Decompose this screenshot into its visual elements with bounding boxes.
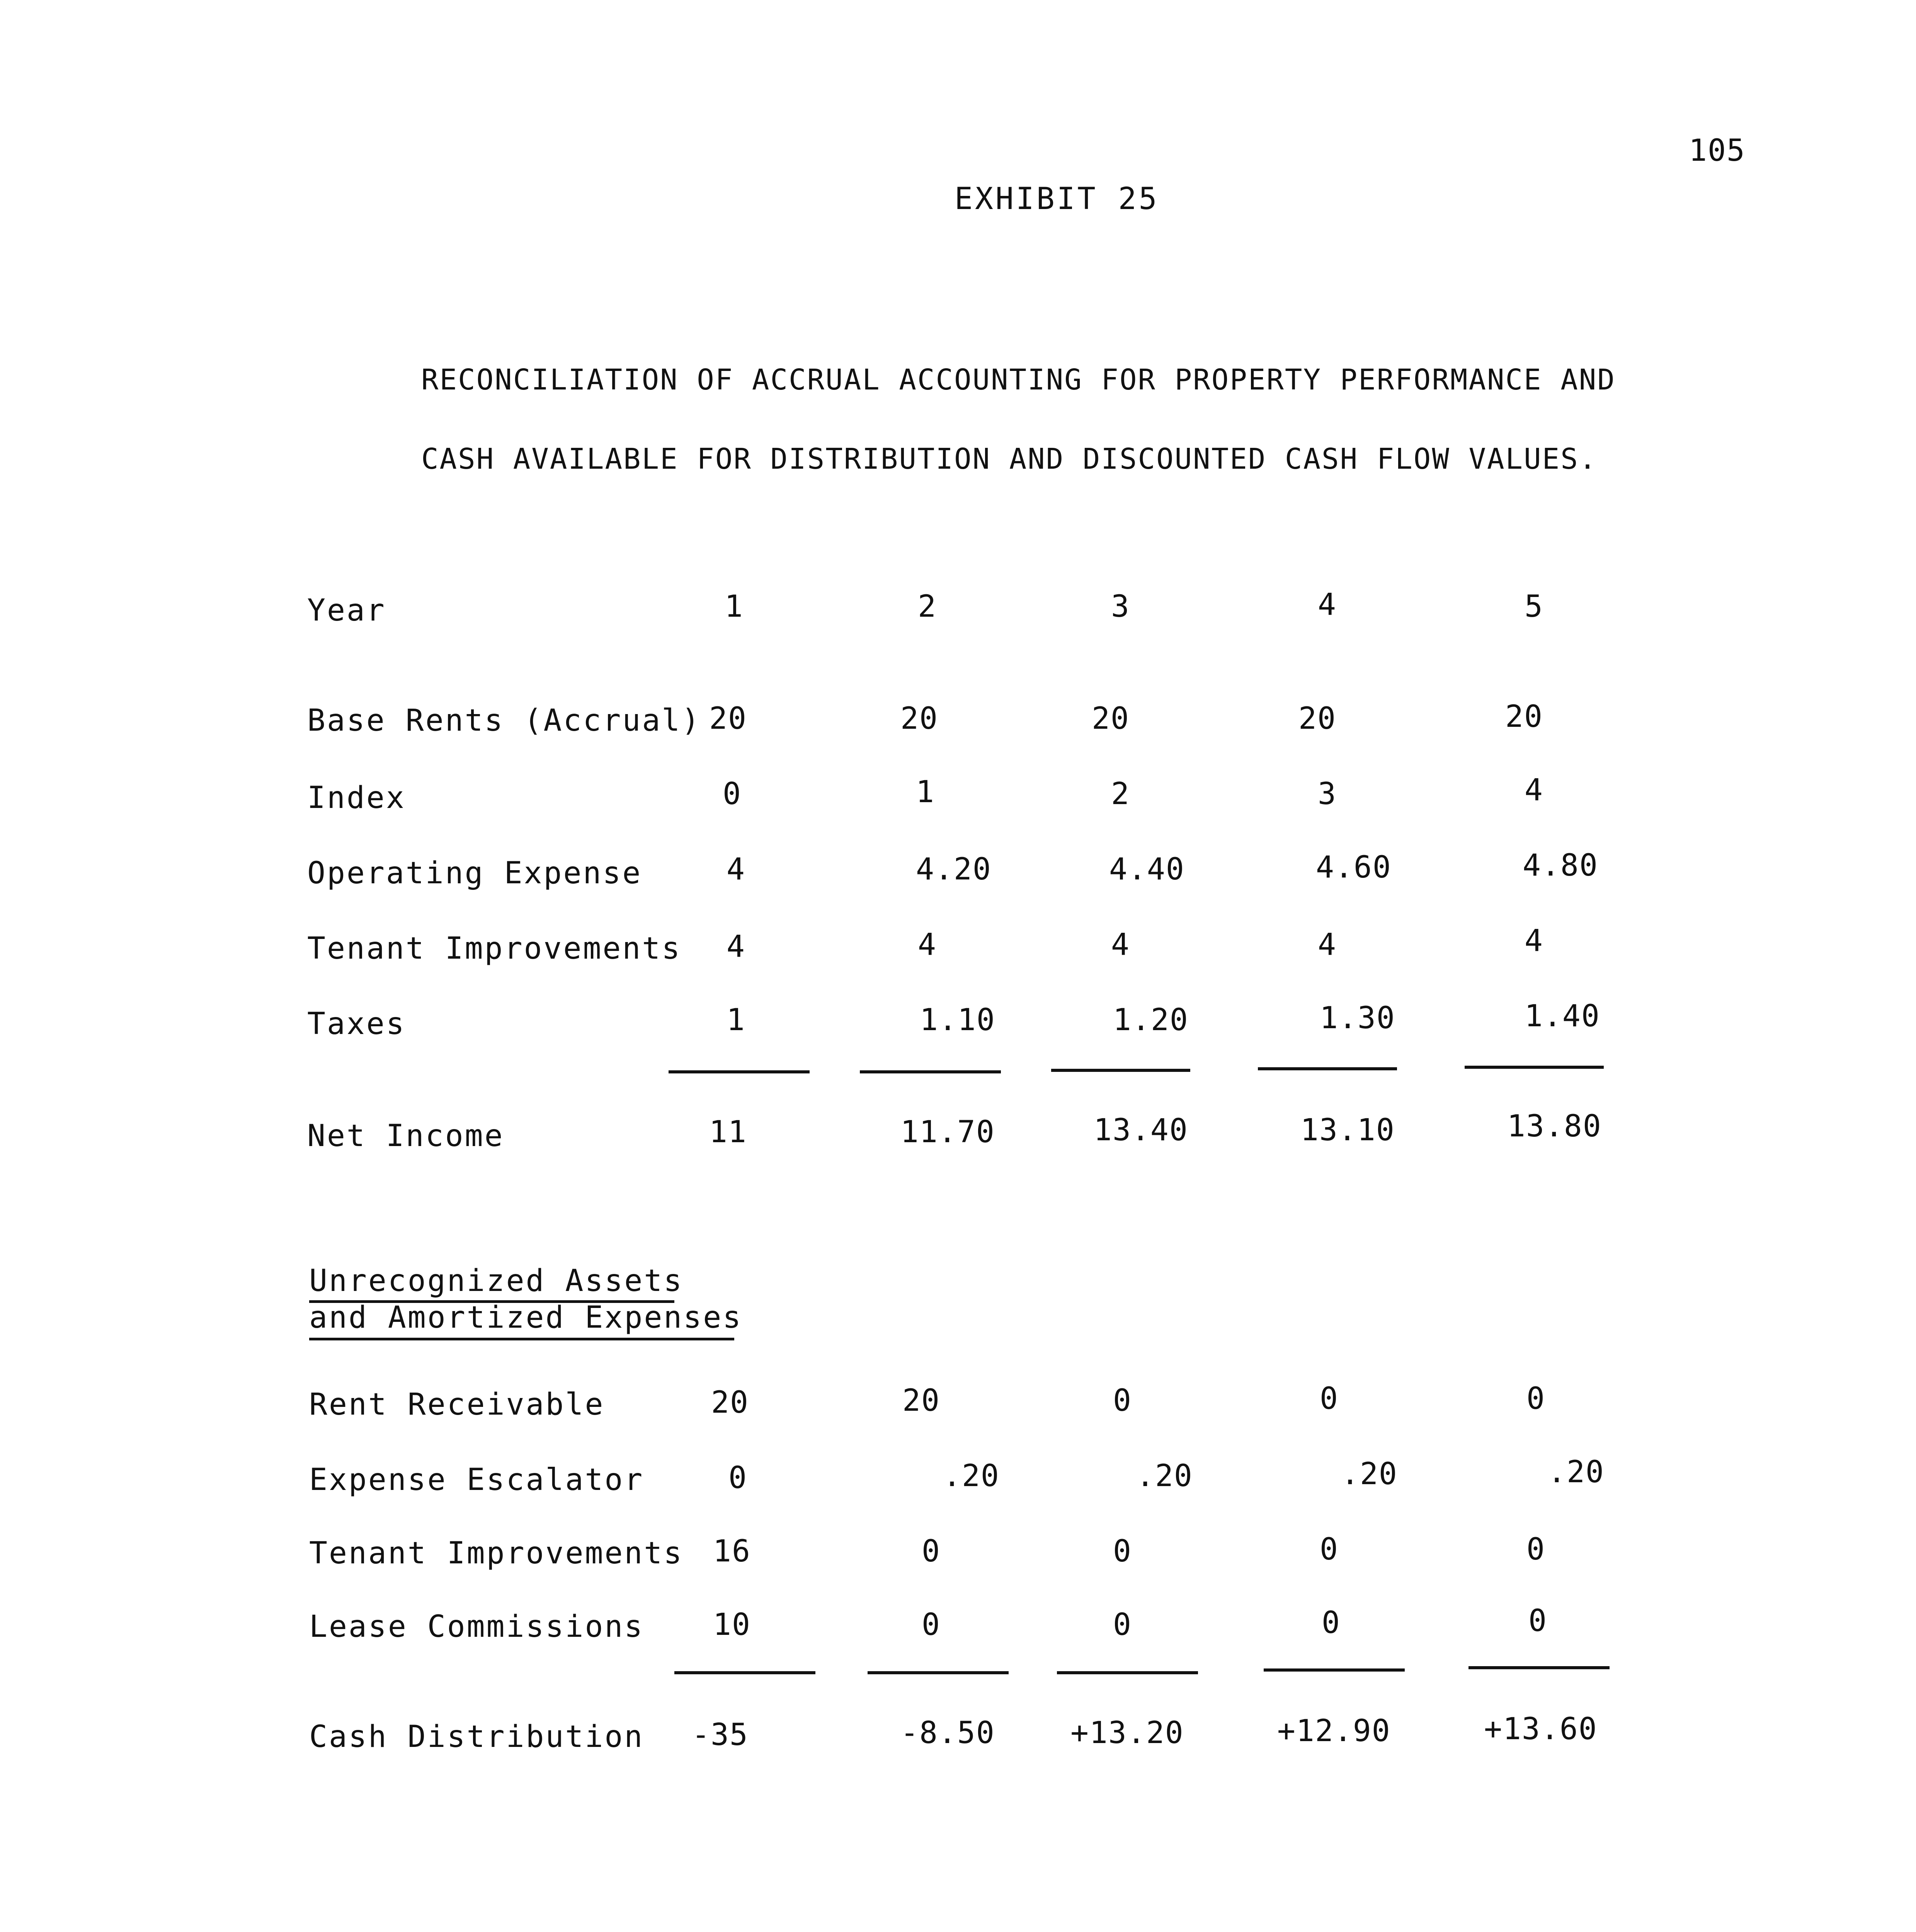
index-cell-2: 1 <box>916 775 935 810</box>
year-cell-1: 1 <box>725 589 744 624</box>
taxes-cell-2: 1.10 <box>920 1003 995 1037</box>
lease-commissions-cell-2: 0 <box>922 1607 941 1642</box>
cash-distribution-cell-4: +12.90 <box>1277 1714 1391 1748</box>
year-cell-5: 5 <box>1525 589 1543 624</box>
operating-expense-label: Operating Expense <box>307 856 642 891</box>
table-heading-line-2: CASH AVAILABLE FOR DISTRIBUTION AND DISCOUNTED CASH FLOW VALUES. <box>421 442 1598 476</box>
net-income-rule-5 <box>1465 1066 1604 1069</box>
operating-expense-cell-4: 4.60 <box>1316 850 1392 885</box>
operating-expense-cell-1: 4 <box>727 852 745 887</box>
net-income-rule-2 <box>860 1070 1001 1073</box>
exhibit-title: EXHIBIT 25 <box>955 182 1159 216</box>
year-cell-4: 4 <box>1318 587 1337 622</box>
cash-distribution-cell-1: -35 <box>692 1718 749 1752</box>
year-label: Year <box>307 593 386 628</box>
tenant-improvements-accrual-label: Tenant Improvements <box>307 931 682 966</box>
tenant-improvements-cash-cell-5: 0 <box>1526 1532 1545 1567</box>
operating-expense-cell-5: 4.80 <box>1523 848 1598 883</box>
net-income-rule-4 <box>1258 1067 1397 1070</box>
net-income-label: Net Income <box>307 1119 504 1153</box>
tenant-improvements-cash-label: Tenant Improvements <box>309 1536 684 1571</box>
base-rents-cell-3: 20 <box>1092 701 1130 736</box>
taxes-cell-3: 1.20 <box>1113 1003 1189 1037</box>
tenant-improvements-cash-cell-2: 0 <box>922 1534 941 1569</box>
lease-commissions-cell-1: 10 <box>713 1607 751 1642</box>
base-rents-cell-5: 20 <box>1505 699 1543 734</box>
expense-escalator-label: Expense Escalator <box>309 1463 644 1497</box>
cash-distribution-rule-1 <box>674 1671 815 1674</box>
net-income-cell-3: 13.40 <box>1094 1113 1188 1148</box>
net-income-rule-3 <box>1051 1069 1190 1072</box>
rent-receivable-cell-5: 0 <box>1526 1381 1545 1416</box>
expense-escalator-cell-4: .20 <box>1341 1457 1398 1492</box>
cash-distribution-cell-3: +13.20 <box>1070 1716 1184 1750</box>
page-number: 105 <box>1689 133 1746 168</box>
index-cell-3: 2 <box>1111 777 1130 811</box>
cash-distribution-cell-2: -8.50 <box>900 1716 995 1750</box>
net-income-cell-4: 13.10 <box>1300 1113 1395 1148</box>
base-rents-cell-2: 20 <box>900 701 938 736</box>
rent-receivable-cell-2: 20 <box>902 1383 940 1418</box>
taxes-cell-5: 1.40 <box>1525 999 1600 1034</box>
expense-escalator-cell-1: 0 <box>728 1461 747 1495</box>
tenant-improvements-cash-cell-1: 16 <box>713 1534 751 1569</box>
tenant-improvements-cash-cell-3: 0 <box>1113 1534 1132 1569</box>
index-label: Index <box>307 781 406 815</box>
lease-commissions-label: Lease Commissions <box>309 1609 644 1644</box>
net-income-cell-2: 11.70 <box>900 1115 995 1150</box>
table-heading-line-1: RECONCILIATION OF ACCRUAL ACCOUNTING FOR PROPERTY PERFORMANCE AND <box>421 363 1616 396</box>
base-rents-cell-1: 20 <box>709 701 747 736</box>
rent-receivable-cell-1: 20 <box>711 1385 749 1420</box>
amortized-expenses-heading: and Amortized Expenses <box>309 1300 743 1335</box>
tenant-improvements-accrual-cell-5: 4 <box>1525 923 1543 958</box>
net-income-rule-1 <box>669 1070 810 1073</box>
year-cell-3: 3 <box>1111 589 1130 624</box>
operating-expense-cell-2: 4.20 <box>916 852 992 887</box>
tenant-improvements-accrual-cell-2: 4 <box>918 927 937 962</box>
expense-escalator-cell-2: .20 <box>943 1459 1000 1493</box>
tenant-improvements-cash-cell-4: 0 <box>1320 1532 1339 1567</box>
expense-escalator-cell-5: .20 <box>1548 1455 1605 1490</box>
taxes-label: Taxes <box>307 1007 406 1041</box>
cash-distribution-rule-5 <box>1468 1666 1610 1669</box>
cash-distribution-label: Cash Distribution <box>309 1719 644 1754</box>
tenant-improvements-accrual-cell-3: 4 <box>1111 927 1130 962</box>
rent-receivable-label: Rent Receivable <box>309 1387 605 1422</box>
cash-distribution-rule-2 <box>868 1671 1009 1674</box>
cash-distribution-rule-3 <box>1057 1671 1198 1674</box>
tenant-improvements-accrual-cell-4: 4 <box>1318 927 1337 962</box>
taxes-cell-1: 1 <box>727 1003 745 1037</box>
year-cell-2: 2 <box>918 589 937 624</box>
index-cell-4: 3 <box>1318 777 1337 811</box>
index-cell-1: 0 <box>723 777 742 811</box>
base-rents-label: Base Rents (Accrual) <box>307 703 701 738</box>
rent-receivable-cell-4: 0 <box>1320 1381 1339 1416</box>
cash-distribution-rule-4 <box>1264 1668 1405 1672</box>
tenant-improvements-accrual-cell-1: 4 <box>727 929 745 964</box>
net-income-cell-1: 11 <box>709 1115 747 1150</box>
rent-receivable-cell-3: 0 <box>1113 1383 1132 1418</box>
net-income-cell-5: 13.80 <box>1507 1109 1602 1144</box>
lease-commissions-cell-3: 0 <box>1113 1607 1132 1642</box>
lease-commissions-cell-4: 0 <box>1322 1605 1341 1640</box>
base-rents-cell-4: 20 <box>1298 701 1336 736</box>
unrecognized-assets-heading: Unrecognized Assets <box>309 1264 684 1298</box>
taxes-cell-4: 1.30 <box>1320 1001 1395 1036</box>
amortized-expenses-underline <box>309 1338 734 1340</box>
expense-escalator-cell-3: .20 <box>1136 1459 1193 1493</box>
cash-distribution-cell-5: +13.60 <box>1484 1712 1598 1747</box>
lease-commissions-cell-5: 0 <box>1528 1604 1547 1638</box>
index-cell-5: 4 <box>1525 773 1543 808</box>
operating-expense-cell-3: 4.40 <box>1109 852 1185 887</box>
